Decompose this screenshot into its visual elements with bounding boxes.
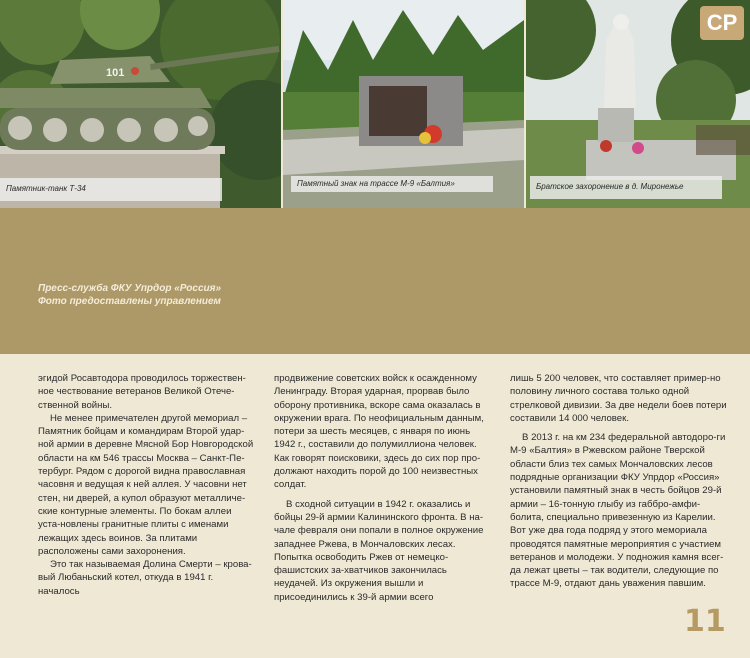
paragraph: продвижение советских войск к осажденному Ленинграду. Вторая ударная, прорвав было оборону противника, вскоре сама оказалась в окружении врага. По неофициальным данным, потери за шесть месяцев, с января по июнь 1942 г., составили до полумиллиона человек. Как говорят поисковики, здесь до сих пор про-должают находить порой до 100 неизвестных солдат.: [274, 373, 484, 491]
paragraph: В 2013 г. на км 234 федеральной автодоро-ги М-9 «Балтия» в Ржевском районе Тверской области близ тех самых Мончаловских лесов подрядные организации ФКУ Упрдор «Россия» установили памятный знак в честь бойцов 29-й армии – 16-тонную глыбу из габбро-амфи-болита, специально привезенную из Карелии. Вот уже два года подряд у этого мемориала проводятся памятные мероприятия с участием ветеранов и молодежи. У подножия камня всег-да лежат цветы – так водители, следующие по трассе М-9, отдают дань уважения павшим.: [510, 432, 726, 590]
credit-line-press: Пресс-служба ФКУ Упрдор «Россия»: [38, 283, 222, 294]
paragraph: Это так называемая Долина Смерти – крова-вый Любаньский котел, откуда в 1941 г. началось: [38, 559, 252, 597]
photo-caption-grave: Братское захоронение в д. Миронежье: [530, 176, 722, 199]
paragraph: В сходной ситуации в 1942 г. оказались и бойцы 29-й армии Калининского фронта. В на-чале февраля они попали в полное окружение западнее Ржева, в Мончаловских лесах. Попытка освободить Ржев от немецко-фашистских за-хватчиков закончилась неудачей. Из окружения вышли и присоединились к 39-й армии всего: [274, 498, 484, 603]
tank-number: 101: [106, 67, 125, 79]
paragraph: Не менее примечателен другой мемориал – Памятник бойцам и командирам Второй удар-ной армии в деревне Мясной Бор Новгородской области на км 546 трассы Москва – Санкт-Пе-тербург. Рядом с дорогой видна православная часовня и ведущая к ней аллея. У часовни нет стен, ни дверей, а купол образуют металличе-ские контурные элементы. По бокам аллеи уста-новлены гранитные плиты с именами лежащих здесь воинов. За плитами расположены сами захоронения.: [38, 412, 254, 557]
photo-credits: [38, 282, 221, 308]
page-number: 11: [684, 604, 726, 639]
photo-memorial-stone: [283, 0, 524, 208]
text-column-1: [38, 372, 256, 604]
paragraph: эгидой Росавтодора проводилось торжествен-ное чествование ветеранов Великой Отече-ственной войны.: [38, 373, 246, 411]
photo-strip: [0, 0, 750, 208]
photo-tank-t34: [0, 0, 281, 208]
photo-caption-memorial: Памятный знак на трассе М-9 «Балтия»: [291, 176, 493, 192]
text-column-3: [510, 372, 728, 604]
paragraph: лишь 5 200 человек, что составляет пример-но половину личного состава только одной стрелковой дивизии. За две недели боев потери составили 14 000 человек.: [510, 373, 727, 424]
credit-line-photos: Фото предоставлены управлением: [38, 296, 221, 307]
publication-logo: СР: [700, 6, 744, 40]
photo-caption-tank: Памятник-танк Т-34: [0, 178, 222, 201]
credit-band: [0, 208, 750, 354]
text-column-2: [274, 372, 492, 604]
article-body: [38, 372, 728, 604]
